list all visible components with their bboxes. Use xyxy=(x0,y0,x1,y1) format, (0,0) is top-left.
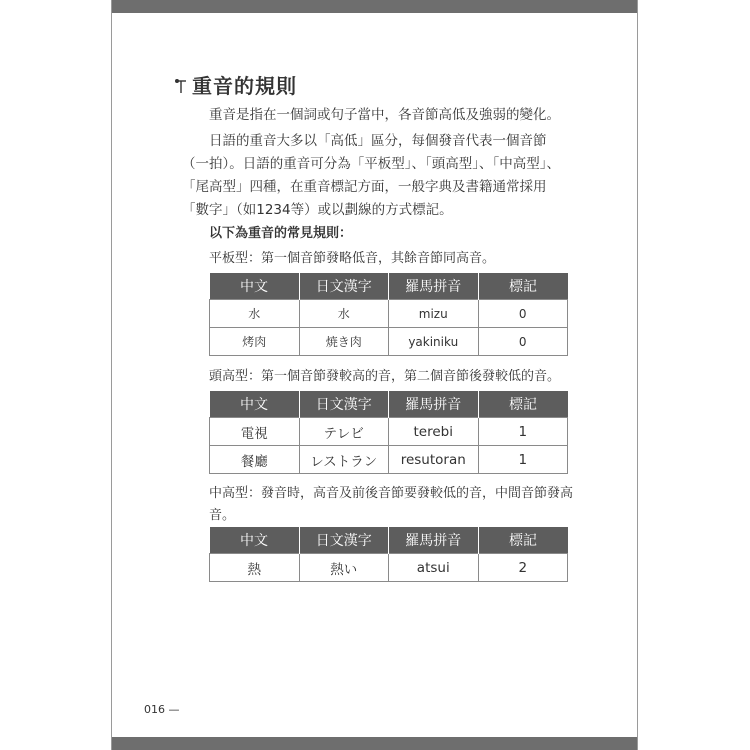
cell-romaji: atsui xyxy=(389,554,479,582)
cell-mark: 2 xyxy=(478,554,568,582)
col-header-mark: 標記 xyxy=(478,273,568,300)
col-header-romaji: 羅馬拼音 xyxy=(389,273,479,300)
cell-kanji: 水 xyxy=(299,300,389,328)
accent-table-flat xyxy=(209,273,568,356)
cell-chinese: 水 xyxy=(210,300,300,328)
cell-mark: 1 xyxy=(478,418,568,446)
col-header-chinese: 中文 xyxy=(210,527,300,554)
cell-mark: 0 xyxy=(478,328,568,356)
cell-kanji: 熱い xyxy=(299,554,389,582)
table-row xyxy=(210,418,568,446)
col-header-romaji: 羅馬拼音 xyxy=(389,391,479,418)
cell-chinese: 電視 xyxy=(210,418,300,446)
intro-paragraph-1: 重音是指在一個詞或句子當中，各音節高低及強弱的變化。 xyxy=(209,107,560,123)
col-header-kanji: 日文漢字 xyxy=(299,527,389,554)
bottom-bar xyxy=(112,737,637,750)
col-header-kanji: 日文漢字 xyxy=(299,391,389,418)
cell-romaji: mizu xyxy=(389,300,479,328)
type-description-mid-high: 中高型：發音時，高音及前後音節要發較低的音，中間音節發高音。 xyxy=(209,486,574,523)
accent-table-head-high xyxy=(209,391,568,474)
cell-kanji: 焼き肉 xyxy=(299,328,389,356)
intro-paragraph-2: 日語的重音大多以「高低」區分，每個發音代表一個音節（一拍）。日語的重音可分為「平板型」、「頭高型」、「中高型」、「尾高型」四種，在重音標記方面，一般字典及書籍通常採用「數字」（如1234等）或以劃線的方式標記。 xyxy=(182,133,560,218)
page-number: 016 — xyxy=(144,703,180,716)
table-row xyxy=(210,328,568,356)
title-marker-icon xyxy=(174,75,188,95)
section-title: 重音的規則 xyxy=(192,74,297,98)
cell-kanji: レストラン xyxy=(299,446,389,474)
cell-romaji: terebi xyxy=(389,418,479,446)
rules-heading: 以下為重音的常見規則： xyxy=(209,226,353,241)
table-row xyxy=(210,554,568,582)
col-header-chinese: 中文 xyxy=(210,273,300,300)
cell-mark: 0 xyxy=(478,300,568,328)
type-description-flat: 平板型：第一個音節發略低音，其餘音節同高音。 xyxy=(209,251,496,266)
col-header-mark: 標記 xyxy=(478,527,568,554)
type-description-head-high: 頭高型：第一個音節發較高的音，第二個音節後發較低的音。 xyxy=(209,369,561,384)
cell-mark: 1 xyxy=(478,446,568,474)
book-page xyxy=(111,0,638,750)
cell-chinese: 餐廳 xyxy=(210,446,300,474)
col-header-romaji: 羅馬拼音 xyxy=(389,527,479,554)
cell-chinese: 熱 xyxy=(210,554,300,582)
cell-kanji: テレビ xyxy=(299,418,389,446)
table-row xyxy=(210,300,568,328)
cell-chinese: 烤肉 xyxy=(210,328,300,356)
cell-romaji: resutoran xyxy=(389,446,479,474)
table-row xyxy=(210,446,568,474)
col-header-chinese: 中文 xyxy=(210,391,300,418)
section-header xyxy=(174,70,297,99)
col-header-mark: 標記 xyxy=(478,391,568,418)
cell-romaji: yakiniku xyxy=(389,328,479,356)
accent-table-mid-high xyxy=(209,527,568,582)
col-header-kanji: 日文漢字 xyxy=(299,273,389,300)
top-bar xyxy=(112,0,637,13)
